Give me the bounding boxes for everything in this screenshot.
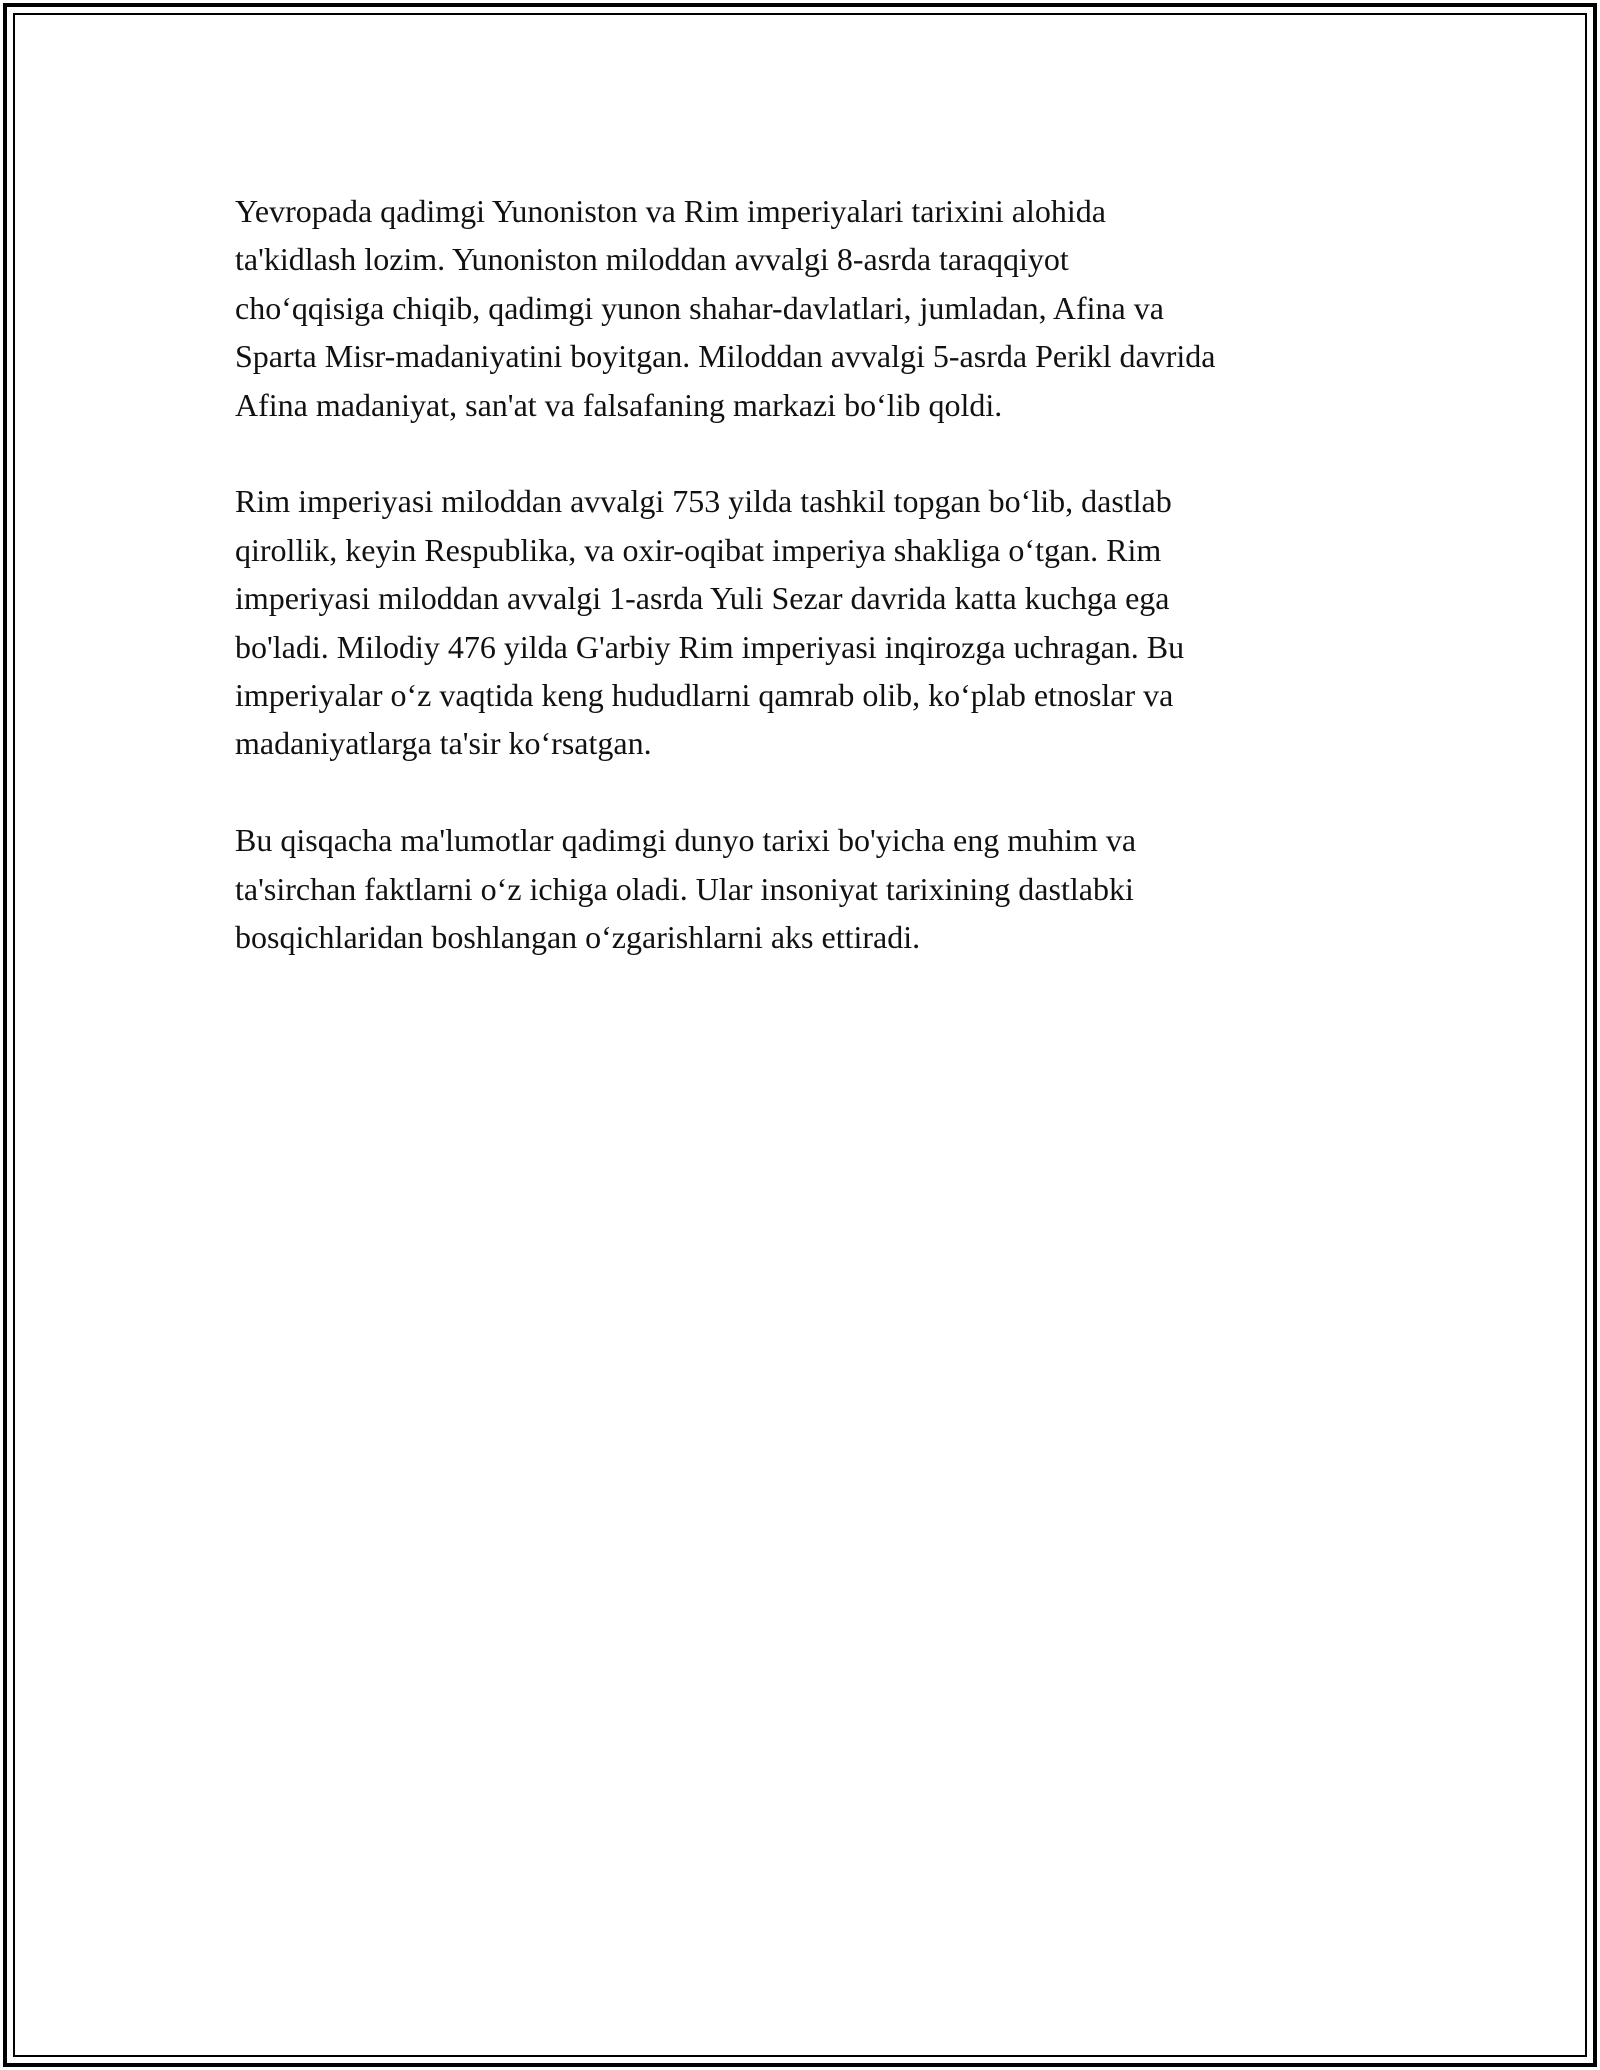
text-line: qirollik, keyin Respublika, va oxir-oqibat imperiya shakliga o‘tgan. Rim (235, 531, 1162, 568)
text-line: imperiyasi miloddan avvalgi 1-asrda Yuli Sezar davrida katta kuchga ega (235, 580, 1170, 617)
paragraph-summary (235, 816, 1395, 961)
text-line: Rim imperiyasi miloddan avvalgi 753 yilda tashkil topgan bo‘lib, dastlab (235, 483, 1172, 520)
text-line: Yevropada qadimgi Yunoniston va Rim imperiyalari tarixini alohida (235, 193, 1106, 229)
paragraph-greece-rome-intro (235, 187, 1395, 429)
document-body (235, 187, 1395, 1010)
text-line: bo'ladi. Milodiy 476 yilda G'arbiy Rim imperiyasi inqirozga uchragan. Bu (235, 628, 1185, 665)
paragraph-rome-empire (235, 477, 1395, 767)
text-line: madaniyatlarga ta'sir ko‘rsatgan. (235, 725, 652, 762)
text-line: bosqichlaridan boshlangan o‘zgarishlarni aks ettiradi. (235, 919, 921, 956)
text-line: Bu qisqacha ma'lumotlar qadimgi dunyo tarixi bo'yicha eng muhim va (235, 822, 1137, 859)
text-line: imperiyalar o‘z vaqtida keng hududlarni qamrab olib, ko‘plab etnoslar va (235, 677, 1174, 714)
text-line: Sparta Misr-madaniyatini boyitgan. Miloddan avvalgi 5-asrda Perikl davrida (235, 338, 1216, 375)
text-line: Afina madaniyat, san'at va falsafaning markazi bo‘lib qoldi. (235, 386, 1003, 423)
text-line: ta'sirchan faktlarni o‘z ichiga oladi. Ular insoniyat tarixining dastlabki (235, 870, 1134, 907)
text-line: ta'kidlash lozim. Yunoniston miloddan avvalgi 8-asrda taraqqiyot (235, 241, 1069, 278)
text-line: cho‘qqisiga chiqib, qadimgi yunon shahar-davlatlari, jumladan, Afina va (235, 289, 1164, 326)
